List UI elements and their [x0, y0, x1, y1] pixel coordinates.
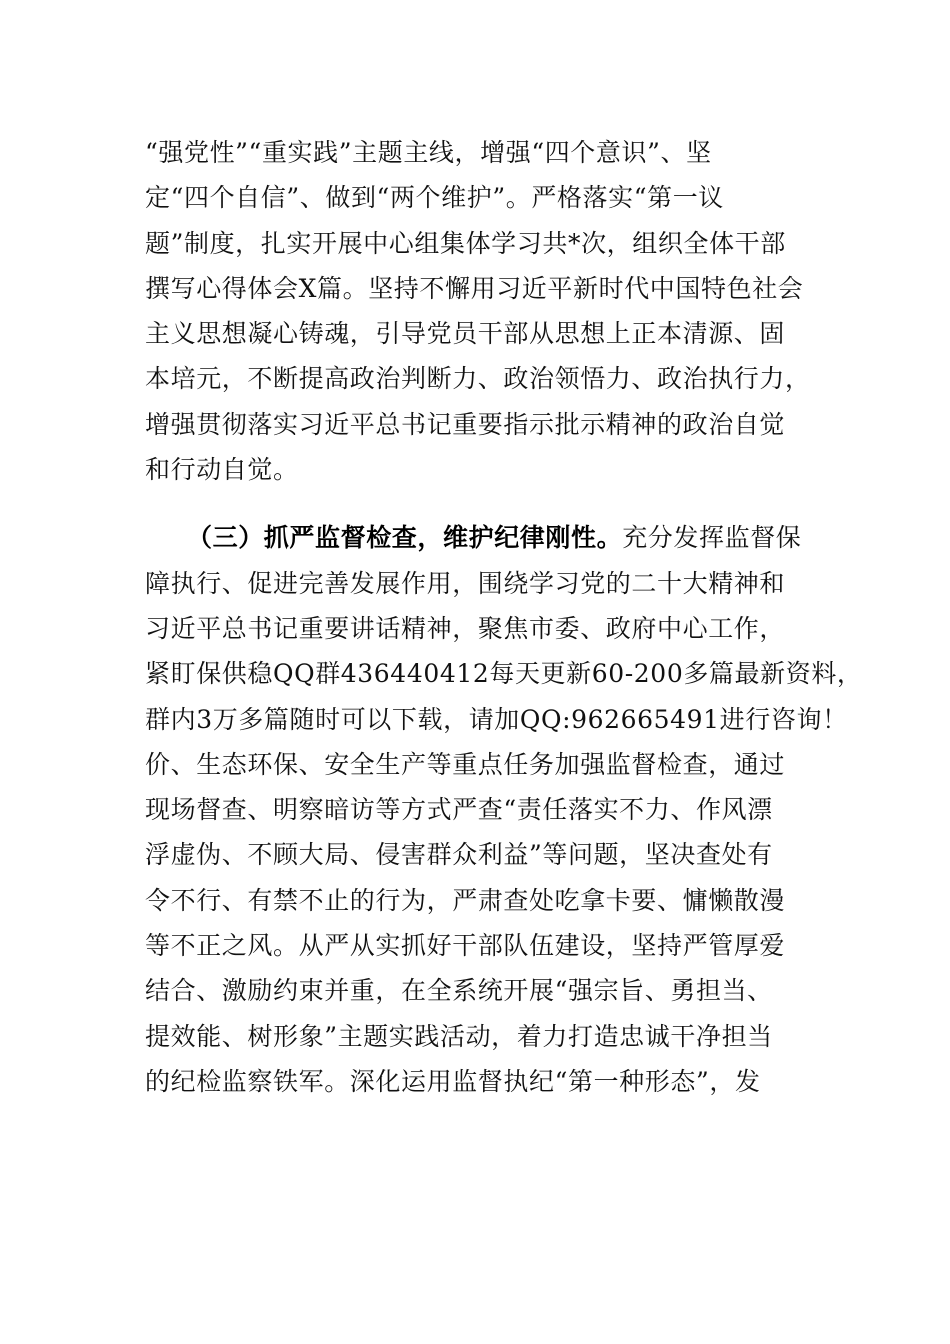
text-line: 群内3万多篇随时可以下载，请加QQ:962665491进行咨询！: [145, 704, 848, 734]
text-line: 习近平总书记重要讲话精神，聚焦市委、政府中心工作，: [145, 613, 786, 643]
text-line: 和行动自觉。: [145, 455, 299, 485]
text-line: 障执行、促进完善发展作用，围绕学习党的二十大精神和: [145, 568, 786, 598]
text-line: 定“四个自信”、做到“两个维护”。严格落实“第一议: [145, 183, 724, 213]
section-heading: （三）抓严监督检查，维护纪律刚性。: [187, 523, 623, 553]
text-line: 紧盯保供稳QQ群436440412每天更新60-200多篇最新资料，: [145, 659, 863, 689]
text-line-first: [145, 515, 825, 560]
text-line: 价、生态环保、安全生产等重点任务加强监督检查，通过: [145, 749, 786, 779]
paragraph-party-awareness: [145, 130, 825, 492]
text-line: 撰写心得体会X篇。坚持不懈用习近平新时代中国特色社会: [145, 273, 804, 303]
text-line: 等不正之风。从严从实抓好干部队伍建设，坚持严管厚爱: [145, 931, 786, 961]
text-line: 浮虚伪、不顾大局、侵害群众利益”等问题，坚决查处有: [145, 840, 773, 870]
text-line: 主义思想凝心铸魂，引导党员干部从思想上正本清源、固: [145, 319, 786, 349]
text-line: 令不行、有禁不止的行为，严肃查处吃拿卡要、慵懒散漫: [145, 885, 786, 915]
text-line: 现场督查、明察暗访等方式严查“责任落实不力、作风漂: [145, 795, 773, 825]
text-line: 题”制度，扎实开展中心组集体学习共*次，组织全体干部: [145, 228, 786, 258]
paragraph-supervision: [145, 515, 863, 1104]
heading-continuation: 充分发挥监督保: [622, 523, 802, 553]
text-line: “强党性”“重实践”主题主线，增强“四个意识”、坚: [145, 138, 712, 167]
text-line: 结合、激励约束并重，在全系统开展“强宗旨、勇担当、: [145, 976, 773, 1006]
text-line: 的纪检监察铁军。深化运用监督执纪“第一种形态”，发: [145, 1066, 761, 1096]
text-line: 本培元，不断提高政治判断力、政治领悟力、政治执行力，: [145, 364, 811, 394]
text-line: 增强贯彻落实习近平总书记重要指示批示精神的政治自觉: [145, 409, 786, 439]
text-line: 提效能、树形象”主题实践活动，着力打造忠诚干净担当: [145, 1021, 773, 1051]
paragraph-spacer: [145, 492, 825, 515]
document-body: [145, 130, 863, 1104]
